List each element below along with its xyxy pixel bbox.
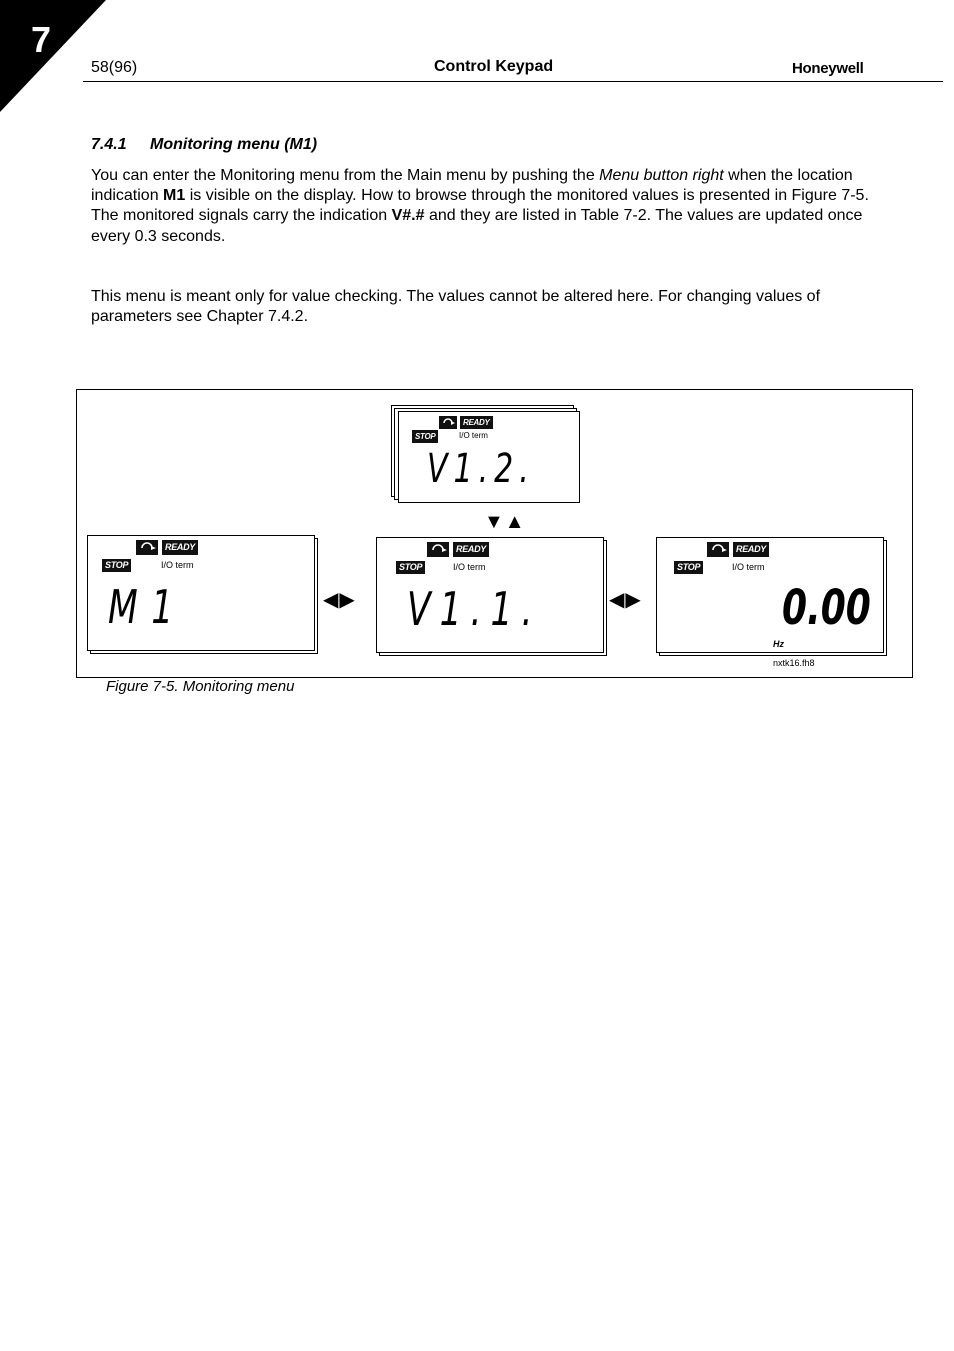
lcd-value: M1: [108, 580, 187, 634]
stop-badge: STOP: [396, 561, 425, 574]
note-paragraph: This menu is meant only for value checking. The values cannot be altered here. For changing values of parameters see Chapter 7.4.2.: [91, 288, 821, 326]
stop-badge: STOP: [102, 559, 131, 572]
lcd-value: V1.1.: [407, 582, 542, 636]
lcd-display-value: [656, 537, 884, 653]
m1-indication: M1: [163, 187, 186, 205]
text-run: The monitored signals carry the indication: [91, 207, 392, 225]
unit-label: Hz: [773, 639, 784, 649]
chapter-number: 7: [30, 19, 52, 60]
header-divider: [83, 81, 943, 82]
figure-code: nxtk16.fh8: [773, 658, 815, 668]
ready-badge: READY: [460, 416, 493, 429]
ready-badge: READY: [733, 542, 769, 557]
figure-caption: Figure 7-5. Monitoring menu: [106, 678, 295, 695]
left-right-arrows-icon: ◀▶: [323, 589, 356, 611]
io-term-label: I/O term: [453, 562, 486, 572]
page-number: 58(96): [91, 59, 138, 76]
brand-logo: Honeywell: [792, 60, 864, 77]
rotation-icon: [439, 416, 457, 429]
menu-button-right-term: Menu button right: [599, 167, 724, 184]
lcd-value: 0.00: [782, 580, 871, 636]
header-title: Control Keypad: [434, 58, 554, 75]
rotation-icon: [427, 542, 449, 557]
ready-badge: READY: [453, 542, 489, 557]
io-term-label: I/O term: [161, 560, 194, 570]
io-term-label: I/O term: [459, 431, 488, 440]
section-title: Monitoring menu (M1): [150, 136, 318, 153]
left-right-arrows-icon: ◀▶: [609, 589, 642, 611]
rotation-icon: [707, 542, 729, 557]
lcd-display-v12: [398, 411, 580, 503]
lcd-value: V1.2.: [427, 446, 535, 492]
text-run: is visible on the display. How to browse through the monitored values is presented in Figure 7-5.: [185, 187, 869, 205]
stop-badge: STOP: [412, 430, 438, 443]
text-run: and they are listed in Table 7-2. The values are updated once every 0.3 seconds.: [91, 207, 863, 245]
section-heading: [91, 136, 317, 154]
intro-paragraph: [91, 166, 891, 247]
section-number: 7.4.1: [91, 136, 127, 153]
lcd-display-m1: [87, 535, 315, 651]
v-indication: V#.#: [391, 207, 425, 225]
text-run: You can enter the Monitoring menu from the Main menu by pushing the: [91, 167, 600, 184]
text-run: when the location indication: [91, 167, 853, 205]
io-term-label: I/O term: [732, 562, 765, 572]
up-down-arrows-icon: ▼▲: [484, 511, 526, 533]
stop-badge: STOP: [674, 561, 703, 574]
lcd-display-v11: [376, 537, 604, 653]
rotation-icon: [136, 540, 158, 555]
ready-badge: READY: [162, 540, 198, 555]
